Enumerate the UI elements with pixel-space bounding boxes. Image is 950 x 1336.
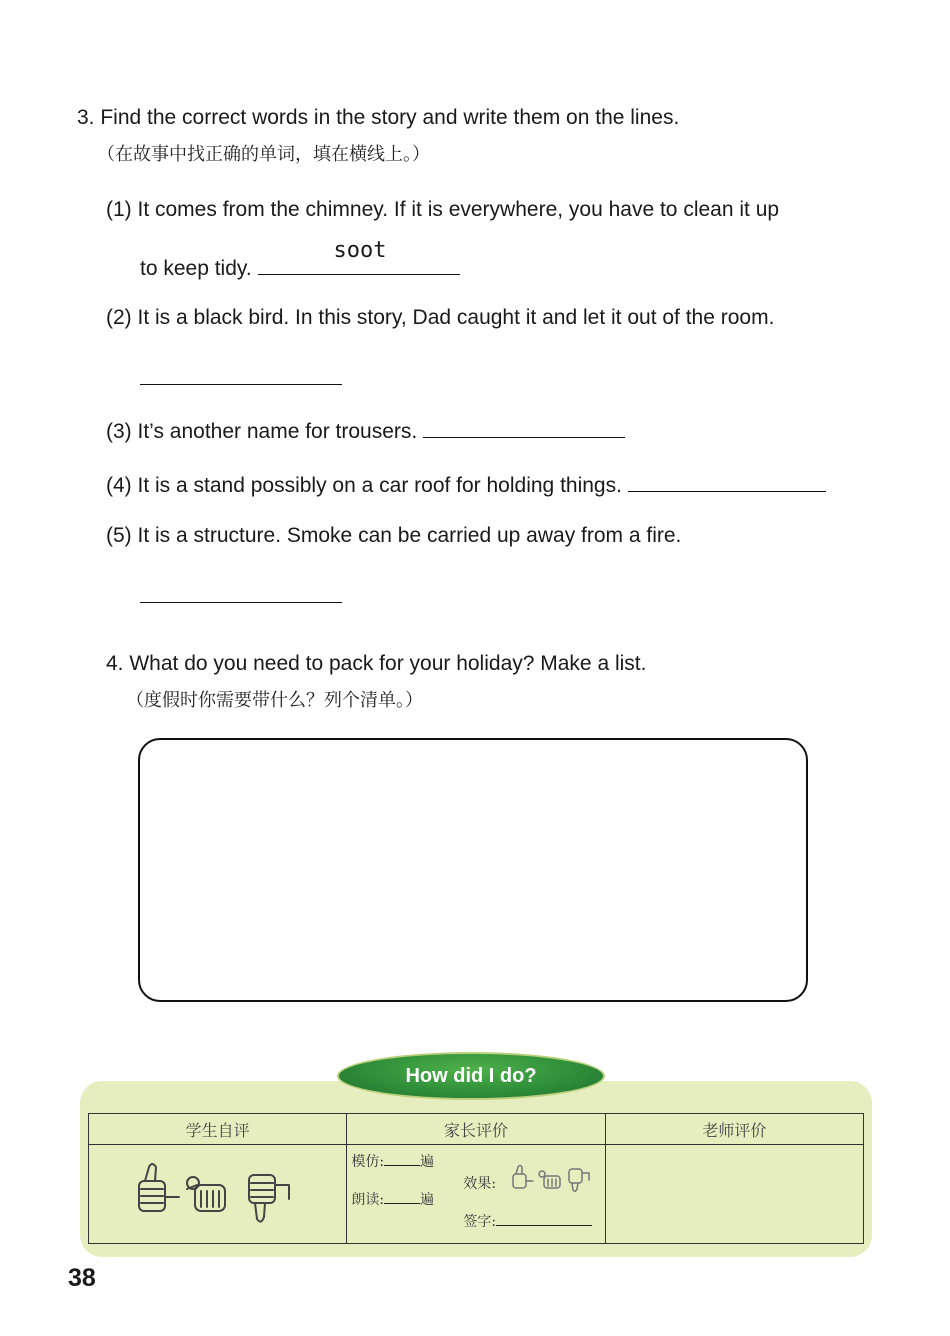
teacher-eval-cell[interactable] xyxy=(605,1145,863,1244)
thumbs-down-icon[interactable] xyxy=(249,1175,289,1222)
sign-label: 签字: xyxy=(463,1214,497,1230)
q3-item-4-text: (4) It is a stand possibly on a car roof for holding things. xyxy=(106,474,622,497)
header-student: 学生自评 xyxy=(89,1114,347,1145)
imitate-label: 模仿: xyxy=(351,1154,385,1170)
q3-item-3-answer-line[interactable] xyxy=(423,415,625,438)
evaluation-table xyxy=(88,1113,864,1244)
q4-title: 4. What do you need to pack for your holiday? Make a list. xyxy=(106,652,647,675)
student-rating-icons xyxy=(89,1145,347,1243)
q3-item-1-line2 xyxy=(140,238,460,281)
q3-item-2-text: (2) It is a black bird. In this story, Dad caught it and let it out of the room. xyxy=(106,306,775,329)
parent-eval-cell xyxy=(347,1145,605,1244)
q3-item-5-answer-line[interactable] xyxy=(140,602,342,603)
student-eval-cell xyxy=(89,1145,347,1244)
thumbs-up-icon[interactable] xyxy=(513,1166,533,1189)
q3-item-4-row xyxy=(106,469,826,498)
q3-item-4-answer-line[interactable] xyxy=(628,469,826,492)
parent-rating-icons xyxy=(507,1161,599,1195)
q3-item-1-answer-line[interactable] xyxy=(258,238,460,275)
q3-item-3-text: (3) It’s another name for trousers. xyxy=(106,420,418,443)
q3-title: 3. Find the correct words in the story and write them on the lines. xyxy=(77,106,680,129)
q4-subtitle: （度假时你需要带什么？列个清单。） xyxy=(126,690,423,711)
ok-hand-icon[interactable] xyxy=(187,1177,225,1211)
read-count-line[interactable] xyxy=(384,1191,420,1204)
q3-item-1-answer: soot xyxy=(333,238,387,263)
q3-item-1-text: (1) It comes from the chimney. If it is everywhere, you have to clean it up xyxy=(106,198,780,221)
q3-item-1-text-line2: to keep tidy. xyxy=(140,257,252,280)
page-number: 38 xyxy=(68,1264,96,1292)
thumbs-down-icon[interactable] xyxy=(569,1169,589,1191)
read-unit: 遍 xyxy=(420,1192,435,1208)
evaluation-badge: How did I do? xyxy=(337,1052,605,1100)
read-label: 朗读: xyxy=(351,1192,385,1208)
effect-label: 效果: xyxy=(463,1176,497,1192)
ok-hand-icon[interactable] xyxy=(539,1171,560,1188)
header-teacher: 老师评价 xyxy=(605,1114,863,1145)
imitate-unit: 遍 xyxy=(420,1154,435,1170)
read-row xyxy=(351,1189,434,1209)
thumbs-up-icon[interactable] xyxy=(139,1164,179,1211)
sign-row xyxy=(463,1211,592,1231)
header-parent: 家长评价 xyxy=(347,1114,605,1145)
q4-answer-box[interactable] xyxy=(138,738,808,1002)
q3-subtitle: （在故事中找正确的单词，填在横线上。） xyxy=(97,144,430,165)
imitate-row xyxy=(351,1151,434,1171)
q3-item-5-text: (5) It is a structure. Smoke can be carried up away from a fire. xyxy=(106,524,682,547)
q3-item-3-row xyxy=(106,415,625,444)
imitate-count-line[interactable] xyxy=(384,1153,420,1166)
sign-line[interactable] xyxy=(496,1213,592,1226)
q3-item-2-answer-line[interactable] xyxy=(140,384,342,385)
